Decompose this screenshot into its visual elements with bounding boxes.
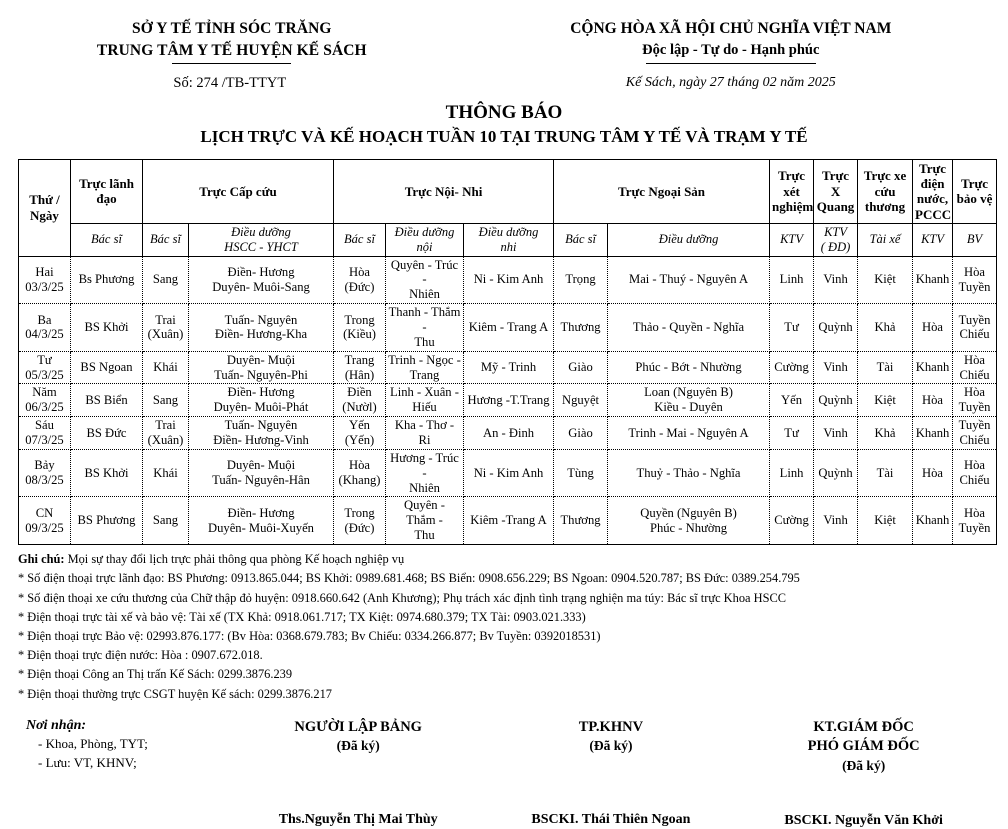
- cell-driver-5: Tài: [858, 449, 913, 497]
- cell-emergency-nurse-2-line1: Duyên- Muội: [226, 352, 296, 367]
- preparer-signed-mark: (Đã ký): [336, 738, 380, 754]
- page-subtitle: LỊCH TRỰC VÀ KẾ HOẠCH TUẦN 10 TẠI TRUNG TÂM Y TẾ VÀ TRẠM Y TẾ: [200, 126, 808, 146]
- cell-lab-tech-2: Cường: [770, 351, 814, 384]
- cell-internal-doctor-4-line1: Yến: [349, 418, 370, 433]
- cell-internal-doctor-0-line2: (Đức): [344, 279, 375, 294]
- subheader-emergency-nurse-line2: HSCC - YHCT: [224, 239, 298, 254]
- subheader-lab-tech: KTV: [770, 224, 814, 257]
- cell-surgery-nurse-4: Trinh - Mai - Nguyên A: [608, 417, 770, 450]
- header-leadership: Trực lãnh đạo: [71, 159, 143, 223]
- note-line-7: * Điện thoại thường trực CSGT huyện Kế sách: 0299.3876.217: [18, 686, 332, 701]
- masthead-right: [454, 18, 1008, 63]
- cell-surgery-doctor-0: Trọng: [554, 256, 608, 304]
- table-header-group-row: [19, 159, 997, 223]
- note-line-1: * Số điện thoại trực lãnh đạo: BS Phương: 0913.865.044; BS Khởi: 0989.681.468; BS Biển: 0908.656.229; BS Ngoan: 0904.520.787; BS Đức: 0389.254.795: [18, 571, 800, 586]
- header-emergency: Trực Cấp cứu: [143, 159, 334, 223]
- cell-emergency-nurse-3: [189, 384, 334, 417]
- cell-emergency-nurse-5-line1: Duyên- Muội: [226, 458, 296, 473]
- cell-utilities-tech-3: Hòa: [913, 384, 953, 417]
- cell-day-date-5-line1: Bảy: [34, 458, 55, 473]
- cell-utilities-tech-1: Hòa: [913, 304, 953, 352]
- subheader-surgery-nurse: Điều dưỡng: [608, 224, 770, 257]
- duty-roster-table: [18, 159, 997, 545]
- cell-guard-3-line2: Tuyền: [958, 400, 991, 415]
- cell-lab-tech-6: Cường: [770, 497, 814, 545]
- cell-internal-doctor-5-line2: (Khang): [338, 473, 381, 488]
- department-head-signed-mark: (Đã ký): [589, 738, 633, 754]
- document-title-block: [0, 101, 1008, 148]
- cell-guard-6: [953, 497, 997, 545]
- cell-surgery-nurse-3-line1: Loan (Nguyên B): [644, 385, 733, 400]
- cell-lab-tech-0: Linh: [770, 256, 814, 304]
- cell-pediatric-nurse-5: Ni - Kim Anh: [464, 449, 554, 497]
- recipients-title: Nơi nhận:: [26, 717, 87, 733]
- cell-guard-4-line1: Tuyền: [958, 418, 991, 433]
- cell-pediatric-nurse-1: Kiêm - Trang A: [464, 304, 554, 352]
- cell-emergency-doctor-2: Khái: [143, 351, 189, 384]
- note-line-4: * Điện thoại trực Bảo vệ: 02993.876.177: (Bv Hòa: 0368.679.783; Bv Chiếu: 0334.266.877; Bv Tuyền: 0392018531): [18, 628, 601, 643]
- subheader-internal-doctor: Bác sĩ: [334, 224, 386, 257]
- department-head-name: BSCKI. Thái Thiên Ngoan: [531, 811, 691, 827]
- cell-day-date-0-line2: 03/3/25: [25, 279, 64, 294]
- preparer-name: Ths.Nguyễn Thị Mai Thùy: [278, 811, 438, 827]
- cell-surgery-nurse-1: Thảo - Quyền - Nghĩa: [608, 304, 770, 352]
- note-line-6: * Điện thoại Công an Thị trấn Kế Sách: 0299.3876.239: [18, 667, 293, 682]
- cell-emergency-nurse-6: [189, 497, 334, 545]
- header-day-date: Thứ / Ngày: [19, 159, 71, 256]
- cell-day-date-5-line2: 08/3/25: [25, 473, 64, 488]
- cell-leadership-doctor-1: BS Khởi: [71, 304, 143, 352]
- cell-emergency-doctor-1-line2: (Xuân): [147, 327, 184, 342]
- cell-internal-doctor-0: [334, 256, 386, 304]
- cell-guard-2-line2: Chiếu: [959, 367, 990, 382]
- cell-internal-doctor-2: [334, 351, 386, 384]
- cell-internal-doctor-3-line1: Điền: [347, 385, 372, 400]
- director-signed-mark: (Đã ký): [842, 757, 886, 773]
- cell-utilities-tech-6: Khanh: [913, 497, 953, 545]
- national-motto: Độc lập - Tự do - Hạnh phúc: [642, 40, 819, 62]
- cell-xray-tech-3: Quỳnh: [814, 384, 858, 417]
- subheader-emergency-nurse-line1: Điều dưỡng: [231, 225, 291, 240]
- cell-xray-tech-6: Vinh: [814, 497, 858, 545]
- cell-utilities-tech-5: Hòa: [913, 449, 953, 497]
- cell-xray-tech-0: Vinh: [814, 256, 858, 304]
- cell-xray-tech-1: Quỳnh: [814, 304, 858, 352]
- document-masthead: [0, 0, 1008, 63]
- cell-surgery-nurse-5: Thuỷ - Thảo - Nghĩa: [608, 449, 770, 497]
- cell-emergency-nurse-4-line2: Điền- Hương-Vinh: [213, 433, 309, 448]
- cell-emergency-nurse-1-line1: Tuấn- Nguyên: [224, 312, 298, 327]
- cell-driver-2: Tài: [858, 351, 913, 384]
- subheader-emergency-nurse: [189, 224, 334, 257]
- cell-emergency-doctor-1: [143, 304, 189, 352]
- recipient-item-1: - Khoa, Phòng, TYT;: [38, 735, 148, 751]
- table-row: [19, 256, 997, 304]
- subheader-pediatric-nurse: [464, 224, 554, 257]
- cell-emergency-nurse-3-line1: Điền- Hương: [227, 385, 295, 400]
- cell-utilities-tech-0: Khanh: [913, 256, 953, 304]
- cell-driver-0: Kiệt: [858, 256, 913, 304]
- cell-leadership-doctor-4: BS Đức: [71, 417, 143, 450]
- cell-emergency-doctor-4-line1: Trai: [155, 418, 176, 433]
- cell-emergency-nurse-4-line1: Tuấn- Nguyên: [224, 418, 298, 433]
- notes-label: Ghi chú:: [18, 552, 65, 567]
- cell-day-date-5: [19, 449, 71, 497]
- cell-emergency-nurse-4: [189, 417, 334, 450]
- cell-surgery-nurse-3-line2: Kiều - Duyên: [654, 400, 723, 415]
- cell-leadership-doctor-5: BS Khởi: [71, 449, 143, 497]
- cell-emergency-nurse-1: [189, 304, 334, 352]
- recipient-item-2: - Lưu: VT, KHNV;: [38, 755, 137, 771]
- notes-lines: [18, 569, 990, 704]
- subheader-internal-nurse-line1: Điều dưỡng: [394, 225, 455, 240]
- cell-guard-0: [953, 256, 997, 304]
- cell-day-date-2: [19, 351, 71, 384]
- department-head-role: TP.KHNV: [578, 718, 644, 735]
- cell-internal-doctor-5: [334, 449, 386, 497]
- table-row: [19, 417, 997, 450]
- cell-internal-doctor-0-line1: Hòa: [349, 265, 370, 280]
- recipients-column: [18, 718, 232, 829]
- cell-day-date-4: [19, 417, 71, 450]
- cell-surgery-doctor-6: Thương: [554, 497, 608, 545]
- masthead-left: [0, 18, 454, 63]
- cell-lab-tech-3: Yến: [770, 384, 814, 417]
- cell-internal-nurse-1-line1: Thanh - Thắm -: [388, 305, 461, 335]
- cell-day-date-6-line2: 09/3/25: [25, 520, 64, 535]
- cell-day-date-0-line1: Hai: [35, 265, 54, 280]
- cell-internal-nurse-2: [386, 351, 464, 384]
- cell-surgery-doctor-4: Giào: [554, 417, 608, 450]
- cell-xray-tech-4: Vinh: [814, 417, 858, 450]
- header-internal-pediatric: Trực Nội- Nhi: [334, 159, 554, 223]
- cell-emergency-nurse-0-line2: Duyên- Muôi-Sang: [212, 279, 310, 294]
- cell-emergency-nurse-0: [189, 256, 334, 304]
- cell-pediatric-nurse-6: Kiêm -Trang A: [464, 497, 554, 545]
- place-and-date: Kế Sách, ngày 27 tháng 02 năm 2025: [625, 74, 836, 90]
- header-security: Trực bảo vệ: [953, 159, 997, 223]
- cell-driver-1: Khả: [858, 304, 913, 352]
- header-lab: Trực xét nghiệm: [770, 159, 814, 223]
- cell-guard-3-line1: Hòa: [964, 385, 986, 400]
- cell-surgery-doctor-3: Nguyệt: [554, 384, 608, 417]
- health-center-name: TRUNG TÂM Y TẾ HUYỆN KẾ SÁCH: [97, 40, 367, 62]
- header-surgery-obstetrics: Trực Ngoại Sản: [554, 159, 770, 223]
- subheader-surgery-doctor: Bác sĩ: [554, 224, 608, 257]
- cell-day-date-1-line1: Ba: [37, 312, 52, 327]
- cell-internal-nurse-0-line2: Nhiên: [409, 287, 440, 302]
- cell-pediatric-nurse-3: Hương -T.Trang: [464, 384, 554, 417]
- page-title: THÔNG BÁO: [445, 101, 563, 123]
- cell-internal-nurse-2-line2: Trang: [409, 367, 440, 382]
- cell-guard-0-line2: Tuyền: [958, 279, 991, 294]
- cell-driver-3: Kiệt: [858, 384, 913, 417]
- cell-day-date-6: [19, 497, 71, 545]
- cell-day-date-1: [19, 304, 71, 352]
- cell-guard-5: [953, 449, 997, 497]
- preparer-column: [232, 718, 485, 829]
- table-row: [19, 497, 997, 545]
- cell-internal-doctor-3: [334, 384, 386, 417]
- note-ghichu: [18, 550, 990, 569]
- table-row: [19, 351, 997, 384]
- director-column: [737, 718, 990, 829]
- cell-guard-4: [953, 417, 997, 450]
- cell-guard-3: [953, 384, 997, 417]
- subheader-driver: Tài xế: [858, 224, 913, 257]
- subheader-internal-nurse-line2: nội: [416, 239, 433, 254]
- cell-guard-4-line2: Chiếu: [959, 433, 990, 448]
- subheader-xray-tech-line1: KTV: [824, 225, 847, 240]
- cell-internal-nurse-0: [386, 256, 464, 304]
- note-line-3: * Điện thoại trực tài xế và bảo vệ: Tài xế (TX Khả: 0918.061.717; TX Kiệt: 0974.680.379; TX Tài: 0903.021.333): [18, 609, 586, 624]
- cell-surgery-nurse-6-line2: Phúc - Nhường: [649, 520, 728, 535]
- cell-emergency-nurse-1-line2: Điền- Hương-Kha: [214, 327, 308, 342]
- cell-emergency-nurse-0-line1: Điền- Hương: [227, 265, 295, 280]
- note-line-2: * Số điện thoại xe cứu thương của Chữ thập đỏ huyện: 0918.660.642 (Anh Khương); Phụ trách xác định tình trạng nghiện ma túy: Bác sĩ trực Khoa HSCC: [18, 590, 786, 605]
- cell-xray-tech-2: Vinh: [814, 351, 858, 384]
- cell-emergency-nurse-2-line2: Tuấn- Nguyên-Phi: [214, 367, 308, 382]
- cell-surgery-nurse-2: Phúc - Bớt - Nhường: [608, 351, 770, 384]
- cell-guard-6-line2: Tuyền: [958, 520, 991, 535]
- cell-day-date-2-line2: 05/3/25: [25, 367, 64, 382]
- cell-day-date-1-line2: 04/3/25: [25, 327, 64, 342]
- cell-internal-nurse-6-line1: Quyên - Thắm -: [404, 498, 445, 528]
- cell-day-date-4-line2: 07/3/25: [25, 433, 64, 448]
- cell-internal-doctor-1-line1: Trong: [344, 312, 375, 327]
- cell-internal-nurse-5-line2: Nhiên: [409, 480, 440, 495]
- subheader-guard: BV: [953, 224, 997, 257]
- cell-emergency-nurse-2: [189, 351, 334, 384]
- cell-internal-doctor-4-line2: (Yến): [344, 433, 375, 448]
- cell-emergency-doctor-0: Sang: [143, 256, 189, 304]
- director-name: BSCKI. Nguyễn Văn Khởi: [784, 813, 943, 829]
- cell-internal-doctor-2-line1: Trang: [344, 352, 375, 367]
- table-header: [19, 159, 997, 256]
- subheader-internal-nurse: [386, 224, 464, 257]
- cell-internal-nurse-3-line2: Hiếu: [412, 400, 437, 415]
- cell-guard-5-line1: Hòa: [964, 458, 986, 473]
- cell-internal-doctor-6-line2: (Đức): [344, 520, 375, 535]
- cell-guard-5-line2: Chiếu: [959, 473, 990, 488]
- roster-table-wrapper: [18, 159, 993, 545]
- cell-internal-doctor-3-line2: (Nườl): [342, 400, 377, 415]
- cell-emergency-nurse-3-line2: Duyên- Muôi-Phát: [213, 400, 309, 415]
- cell-lab-tech-4: Tư: [770, 417, 814, 450]
- cell-internal-nurse-1: [386, 304, 464, 352]
- subheader-xray-tech: [814, 224, 858, 257]
- cell-internal-nurse-3: [386, 384, 464, 417]
- cell-emergency-nurse-5: [189, 449, 334, 497]
- director-role-line2: PHÓ GIÁM ĐỐC: [807, 738, 920, 755]
- cell-guard-1-line1: Tuyền: [958, 312, 991, 327]
- cell-guard-0-line1: Hòa: [964, 265, 986, 280]
- cell-xray-tech-5: Quỳnh: [814, 449, 858, 497]
- header-utilities: Trực điện nước, PCCC: [913, 159, 953, 223]
- cell-emergency-doctor-5: Khái: [143, 449, 189, 497]
- cell-day-date-0: [19, 256, 71, 304]
- cell-internal-doctor-6: [334, 497, 386, 545]
- cell-internal-nurse-5: [386, 449, 464, 497]
- cell-internal-doctor-6-line1: Trong: [344, 505, 375, 520]
- cell-lab-tech-5: Linh: [770, 449, 814, 497]
- cell-leadership-doctor-3: BS Biển: [71, 384, 143, 417]
- province-department-name: SỞ Y TẾ TỈNH SÓC TRĂNG: [131, 20, 332, 37]
- cell-pediatric-nurse-4: An - Đinh: [464, 417, 554, 450]
- cell-internal-nurse-3-line1: Linh - Xuân -: [390, 385, 459, 400]
- cell-emergency-nurse-6-line1: Điền- Hương: [227, 505, 295, 520]
- cell-emergency-doctor-6: Sang: [143, 497, 189, 545]
- cell-leadership-doctor-2: BS Ngoan: [71, 351, 143, 384]
- cell-surgery-nurse-6: [608, 497, 770, 545]
- table-body: [19, 256, 997, 544]
- cell-surgery-doctor-5: Tùng: [554, 449, 608, 497]
- cell-day-date-2-line1: Tư: [37, 352, 52, 367]
- cell-internal-doctor-1: [334, 304, 386, 352]
- document-number-and-date-row: [0, 75, 1008, 92]
- cell-internal-doctor-2-line2: (Hân): [344, 367, 375, 382]
- cell-emergency-doctor-4: [143, 417, 189, 450]
- subheader-utilities-tech: KTV: [913, 224, 953, 257]
- nation-title: CỘNG HÒA XÃ HỘI CHỦ NGHĨA VIỆT NAM: [570, 20, 892, 37]
- table-row: [19, 449, 997, 497]
- department-head-column: [485, 718, 738, 829]
- cell-internal-nurse-0-line1: Quyên - Trúc -: [390, 257, 459, 287]
- cell-driver-4: Khả: [858, 417, 913, 450]
- note-line-5: * Điện thoại trực điện nước: Hòa : 0907.672.018.: [18, 648, 263, 663]
- subheader-pediatric-nurse-line2: nhi: [500, 239, 517, 254]
- cell-utilities-tech-4: Khanh: [913, 417, 953, 450]
- cell-internal-nurse-6-line2: Thu: [414, 528, 435, 543]
- cell-internal-doctor-1-line2: (Kiều): [343, 327, 376, 342]
- cell-internal-nurse-2-line1: Trinh - Ngọc -: [388, 352, 461, 367]
- cell-driver-6: Kiệt: [858, 497, 913, 545]
- cell-internal-nurse-4: Kha - Thơ - Ri: [386, 417, 464, 450]
- cell-pediatric-nurse-2: Mỹ - Trinh: [464, 351, 554, 384]
- cell-day-date-4-line1: Sáu: [35, 418, 54, 433]
- cell-day-date-3-line1: Năm: [32, 385, 57, 400]
- subheader-emergency-doctor: Bác sĩ: [143, 224, 189, 257]
- cell-guard-1-line2: Chiếu: [959, 327, 990, 342]
- cell-lab-tech-1: Tư: [770, 304, 814, 352]
- preparer-role: NGƯỜI LẬP BẢNG: [294, 718, 422, 735]
- cell-internal-doctor-5-line1: Hòa: [349, 458, 370, 473]
- subheader-xray-tech-line2: ( ĐD): [820, 239, 851, 254]
- cell-emergency-doctor-3: Sang: [143, 384, 189, 417]
- cell-day-date-3: [19, 384, 71, 417]
- cell-surgery-doctor-1: Thương: [554, 304, 608, 352]
- document-number: Số: 274 /TB-TTYT: [173, 74, 287, 91]
- cell-internal-nurse-6: [386, 497, 464, 545]
- cell-surgery-nurse-6-line1: Quyền (Nguyên B): [640, 505, 737, 520]
- table-row: [19, 384, 997, 417]
- cell-internal-doctor-4: [334, 417, 386, 450]
- cell-surgery-nurse-0: Mai - Thuý - Nguyên A: [608, 256, 770, 304]
- cell-guard-6-line1: Hòa: [964, 505, 986, 520]
- table-header-sub-row: [19, 224, 997, 257]
- cell-utilities-tech-2: Khanh: [913, 351, 953, 384]
- cell-emergency-nurse-6-line2: Duyên- Muôi-Xuyến: [208, 520, 314, 535]
- cell-guard-1: [953, 304, 997, 352]
- cell-surgery-nurse-3: [608, 384, 770, 417]
- cell-surgery-doctor-2: Giào: [554, 351, 608, 384]
- cell-emergency-doctor-1-line1: Trai: [155, 312, 176, 327]
- subheader-leadership-doctor: Bác sĩ: [71, 224, 143, 257]
- cell-internal-nurse-5-line1: Hương - Trúc -: [390, 450, 459, 480]
- signature-block: [18, 718, 990, 829]
- cell-leadership-doctor-0: Bs Phương: [71, 256, 143, 304]
- cell-day-date-3-line2: 06/3/25: [25, 400, 64, 415]
- cell-internal-nurse-1-line2: Thu: [414, 334, 435, 349]
- director-role-line1: KT.GIÁM ĐỐC: [813, 718, 914, 735]
- cell-leadership-doctor-6: BS Phương: [71, 497, 143, 545]
- table-row: [19, 304, 997, 352]
- header-ambulance: Trực xe cứu thương: [858, 159, 913, 223]
- header-xray: Trực X Quang: [814, 159, 858, 223]
- cell-guard-2: [953, 351, 997, 384]
- cell-emergency-nurse-5-line2: Tuấn- Nguyên-Hân: [212, 473, 310, 488]
- cell-day-date-6-line1: CN: [35, 505, 54, 520]
- cell-emergency-doctor-4-line2: (Xuân): [147, 433, 184, 448]
- notes-intro: Mọi sự thay đổi lịch trực phải thông qua phòng Kế hoạch nghiệp vụ: [64, 552, 405, 567]
- cell-pediatric-nurse-0: Ni - Kim Anh: [464, 256, 554, 304]
- cell-guard-2-line1: Hòa: [964, 352, 986, 367]
- subheader-pediatric-nurse-line1: Điều dưỡng: [478, 225, 539, 240]
- notes-section: [18, 550, 990, 704]
